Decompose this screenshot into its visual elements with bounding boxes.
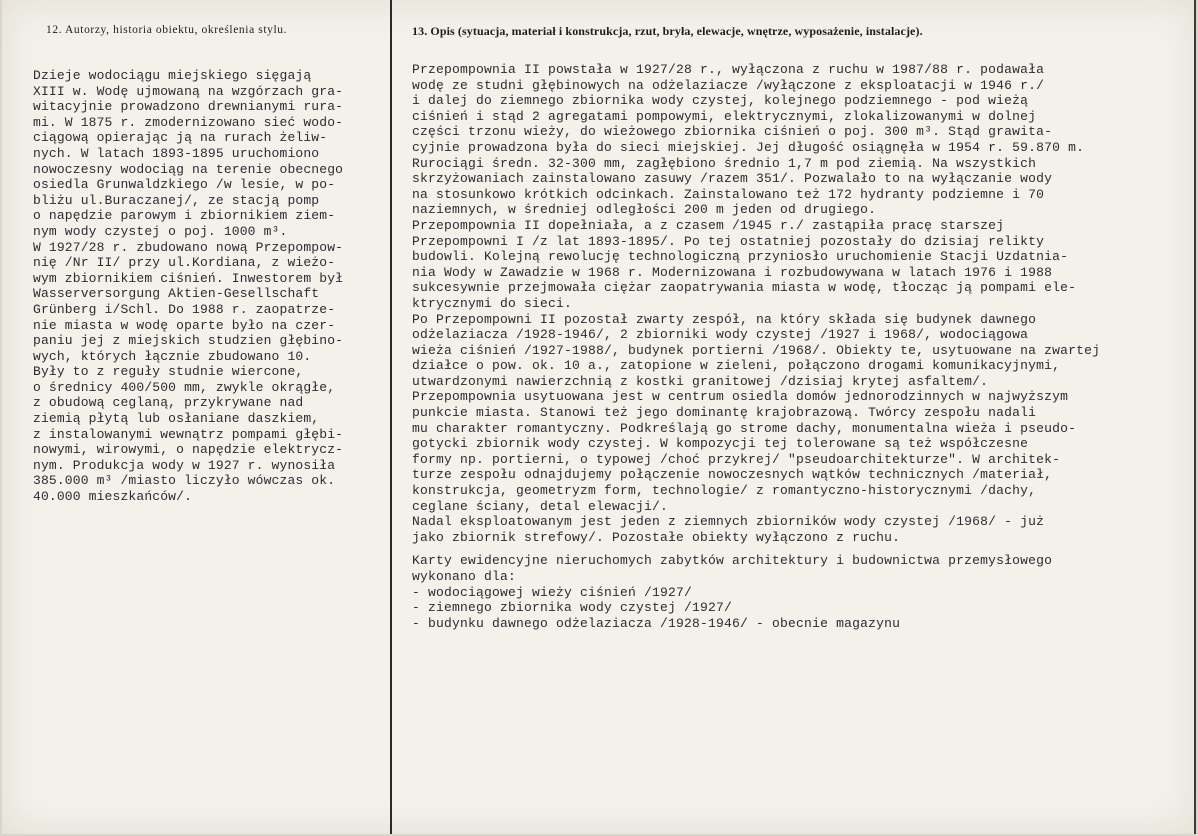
- text-line: ktrycznymi do sieci.: [412, 295, 573, 311]
- text-line: ziemią płytą lub osłaniane daszkiem,: [33, 411, 320, 427]
- text-line: nowymi, wirowymi, o napędzie elektrycz-: [33, 442, 344, 458]
- text-line: nych. W latach 1893-1895 uruchomiono: [33, 145, 320, 161]
- section-13-heading: 13. Opis (sytuacja, materiał i konstrukcja, rzut, bryła, elewacje, wnętrze, wyposażenie, instalacje).: [412, 24, 923, 38]
- text-line: mi. W 1875 r. zmodernizowano sieć wodo-: [33, 114, 344, 130]
- list-item: wykonano dla:: [412, 569, 517, 584]
- text-line: odżelaziacza /1928-1946/, 2 zbiorniki wody czystej /1927 i 1968/, wodociągowa: [412, 327, 1029, 343]
- text-line: skrzyżowaniach zainstalowano zasuwy /razem 351/. Pozwalało to na wyłączanie wody: [412, 171, 1053, 187]
- text-line: Wasserversorgung Aktien-Gesellschaft: [33, 286, 320, 302]
- list-item: - ziemnego zbiornika wody czystej /1927/: [412, 600, 733, 616]
- section-12-heading: 12. Autorzy, historia obiektu, określenia stylu.: [46, 24, 288, 36]
- text-line: Przepompownia II dopełniała, a z czasem /1945 r./ zastąpiła pracę starszej: [412, 217, 1005, 233]
- text-line: z obudową ceglaną, przykrywane nad: [33, 395, 304, 411]
- text-line: nowoczesny wodociąg na terenie obecnego: [33, 161, 344, 177]
- text-line: XIII w. Wodę ujmowaną na wzgórzach gra-: [33, 83, 344, 99]
- text-line: Przepompownia usytuowana jest w centrum osiedla domów jednorodzinnych w najwyższym: [412, 389, 1069, 405]
- text-line: nym. Produkcja wody w 1927 r. wynosiła: [33, 457, 336, 473]
- text-line: W 1927/28 r. zbudowano nową Przepompow-: [33, 239, 344, 255]
- text-line: ciśnień i stąd 2 agregatami pompowymi, elektrycznymi, zlokalizowanymi w dolnej: [412, 108, 1037, 124]
- text-line: nia Wody w Zawadzie w 1968 r. Modernizowana i rozbudowywana w latach 1976 i 1988: [412, 264, 1053, 280]
- list-item: - wodociągowej wieży ciśnień /1927/: [412, 584, 693, 600]
- text-line: ciągową opierając ją na rurach żeliw-: [33, 130, 328, 146]
- text-line: budowli. Kolejną rewolucję technologiczną przyniosło uruchomienie Stacji Uzdatnia-: [412, 249, 1069, 265]
- text-line: turze zespołu odnajdujemy połączenie nowoczesnych wątków technicznych /materiał,: [412, 467, 1053, 483]
- text-line: osiedla Grunwaldzkiego /w lesie, w po-: [33, 177, 336, 193]
- text-line: wym zbiornikiem ciśnień. Inwestorem był: [33, 270, 344, 286]
- text-line: Grünberg i/Schl. Do 1988 r. zaopatrze-: [33, 301, 336, 317]
- text-line: Przepompowni I /z lat 1893-1895/. Po tej ostatniej pozostały do dzisiaj relikty: [412, 233, 1045, 249]
- text-line: wych, których łącznie zbudowano 10.: [33, 348, 312, 364]
- text-line: konstrukcja, geometryzm form, technologie/ z romantyczno-historycznymi /dachy,: [412, 483, 1037, 499]
- text-line: witacyjnie prowadzono drewnianymi rura-: [33, 99, 344, 115]
- text-line: części trzonu wieży, do wieżowego zbiornika ciśnień o poj. 300 m³. Stąd grawita-: [412, 124, 1053, 140]
- text-line: i dalej do ziemnego zbiornika wody czystej, kolejnego podziemnego - pod wieżą: [412, 93, 1029, 109]
- text-line: punkcie miasta. Stanowi też jego dominantę krajobrazową. Twórcy zespołu nadali: [412, 405, 1037, 421]
- text-line: utwardzonymi nawierzchnią z kostki granitowej /dzisiaj krytej asfaltem/.: [412, 373, 989, 389]
- text-line: działce o pow. ok. 10 a., zatopione w zieleni, połączono drogami komunikacyjnymi,: [412, 358, 1061, 374]
- text-line: Po Przepompowni II pozostał zwarty zespół, na który składa się budynek dawnego: [412, 311, 1037, 327]
- list-item: - budynku dawnego odżelaziacza /1928-1946/ - obecnie magazynu: [412, 615, 901, 631]
- text-line: o średnicy 400/500 mm, zwykle okrągłe,: [33, 379, 336, 395]
- text-line: mu charakter romantyczny. Podkreślają go strome dachy, monumentalna wieża i pseudo-: [412, 420, 1077, 436]
- karty-list: [412, 553, 1100, 631]
- section-12-text: [33, 68, 343, 505]
- text-line: o napędzie parowym i zbiornikiem ziem-: [33, 208, 336, 224]
- text-line: na stosunkowo krótkich odcinkach. Zainstalowano też 172 hydranty podziemne i 70: [412, 186, 1045, 202]
- text-line: cyjnie prowadzona była do sieci miejskiej. Jej długość osiągnęła w 1954 r. 59.870 m.: [412, 139, 1085, 155]
- text-line: formy np. portierni, o typowej /choć przykrej/ "pseudoarchitekturze". W architek-: [412, 451, 1061, 467]
- section-13-text: [412, 62, 1100, 631]
- text-line: Przepompownia II powstała w 1927/28 r., wyłączona z ruchu w 1987/88 r. podawała: [412, 62, 1045, 77]
- list-item: Karty ewidencyjne nieruchomych zabytków architektury i budownictwa przemysłowego: [412, 553, 1053, 569]
- text-line: 40.000 mieszkańców/.: [33, 489, 193, 505]
- column-divider: [390, 0, 392, 834]
- text-line: jako zbiornik strefowy/. Pozostałe obiekty wyłączono z ruchu.: [412, 529, 901, 545]
- text-line: ceglane ściany, detal elewacji/.: [412, 498, 669, 514]
- text-line: 385.000 m³ /miasto liczyło wówczas ok.: [33, 473, 336, 489]
- page-right-edge: [1194, 0, 1196, 834]
- document-sheet: [2, 0, 1196, 834]
- text-line: Dzieje wodociągu miejskiego sięgają: [33, 68, 312, 83]
- text-line: nię /Nr II/ przy ul.Kordiana, z wieżo-: [33, 255, 336, 271]
- text-line: sukcesywnie przejmowała ciężar zaopatrywania miasta w wodę, tłocząc ją pompami ele-: [412, 280, 1077, 296]
- text-line: z instalowanymi wewnątrz pompami głębi-: [33, 426, 344, 442]
- text-line: gotycki zbiornik wody czystej. W kompozycji tej tolerowane są też współczesne: [412, 436, 1029, 452]
- text-line: Rurociągi średn. 32-300 mm, zagłębiono średnio 1,7 m pod ziemią. Na wszystkich: [412, 155, 1037, 171]
- text-line: nie miasta w wodę oparte było na czer-: [33, 317, 336, 333]
- text-line: wieża ciśnień /1927-1988/, budynek portierni /1968/. Obiekty te, usytuowane na zwartej: [412, 342, 1101, 358]
- text-line: nym wody czystej o poj. 1000 m³.: [33, 223, 288, 239]
- text-line: bliżu ul.Buraczanej/, ze stacją pomp: [33, 192, 320, 208]
- text-line: paniu jej z miejskich studzien głębino-: [33, 333, 344, 349]
- text-line: wodę ze studni głębinowych na odżelaziacze /wyłączone z eksploatacji w 1946 r./: [412, 77, 1045, 93]
- text-line: Były to z reguły studnie wiercone,: [33, 364, 304, 380]
- text-line: naziemnych, w średniej odległości 200 m jeden od drugiego.: [412, 202, 877, 218]
- text-line: Nadal eksploatowanym jest jeden z ziemnych zbiorników wody czystej /1968/ - już: [412, 514, 1045, 530]
